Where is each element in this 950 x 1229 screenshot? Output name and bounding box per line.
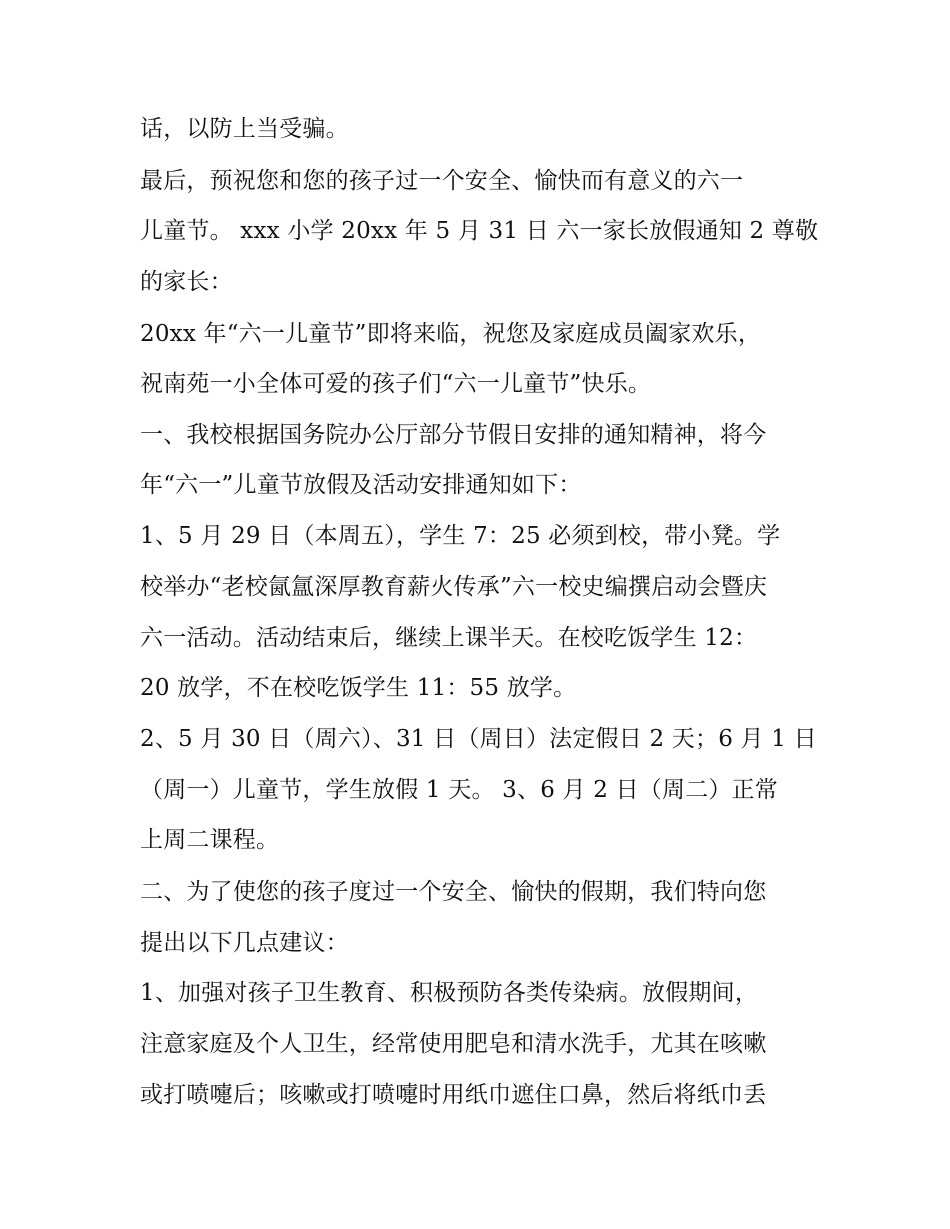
text-line: 的家长： bbox=[140, 269, 233, 295]
text-line: 六一活动。活动结束后，继续上课半天。在校吃饭学生 12： bbox=[140, 625, 758, 651]
text-line: 或打喷嚏后；咳嗽或打喷嚏时用纸巾遮住口鼻，然后将纸巾丢 bbox=[140, 1082, 767, 1108]
text-line: 祝南苑一小全体可爱的孩子们“六一儿童节”快乐。 bbox=[140, 371, 652, 397]
text-line: 话，以防上当受骗。 bbox=[140, 116, 349, 142]
text-line: 1、加强对孩子卫生教育、积极预防各类传染病。放假期间， bbox=[140, 980, 759, 1006]
text-line: （周一）儿童节，学生放假 1 天。 3、6 月 2 日（周二）正常 bbox=[140, 777, 778, 803]
text-line: 儿童节。 xxx 小学 20xx 年 5 月 31 日 六一家长放假通知 2 尊敬 bbox=[140, 218, 819, 244]
text-line: 20xx 年“六一儿童节”即将来临，祝您及家庭成员阖家欢乐， bbox=[140, 321, 762, 347]
text-line: 二、为了使您的孩子度过一个安全、愉快的假期，我们特向您 bbox=[140, 879, 767, 905]
text-line: 注意家庭及个人卫生，经常使用肥皂和清水洗手，尤其在咳嗽 bbox=[140, 1031, 767, 1057]
text-line: 校举办“老校氤氲深厚教育薪火传承”六一校史编撰启动会暨庆 bbox=[140, 574, 768, 600]
text-line: 年“六一”儿童节放假及活动安排通知如下： bbox=[140, 472, 582, 498]
text-line: 提出以下几点建议： bbox=[140, 930, 349, 956]
text-line: 2、5 月 30 日（周六）、31 日（周日）法定假日 2 天；6 月 1 日 bbox=[140, 726, 817, 752]
text-line: 上周二课程。 bbox=[140, 827, 280, 853]
text-line: 最后，预祝您和您的孩子过一个安全、愉快而有意义的六一 bbox=[140, 168, 744, 194]
text-line: 20 放学，不在校吃饭学生 11：55 放学。 bbox=[140, 675, 577, 701]
text-line: 一、我校根据国务院办公厅部分节假日安排的通知精神，将今 bbox=[140, 422, 767, 448]
text-line: 1、5 月 29 日（本周五），学生 7：25 必须到校，带小凳。学 bbox=[140, 523, 781, 549]
